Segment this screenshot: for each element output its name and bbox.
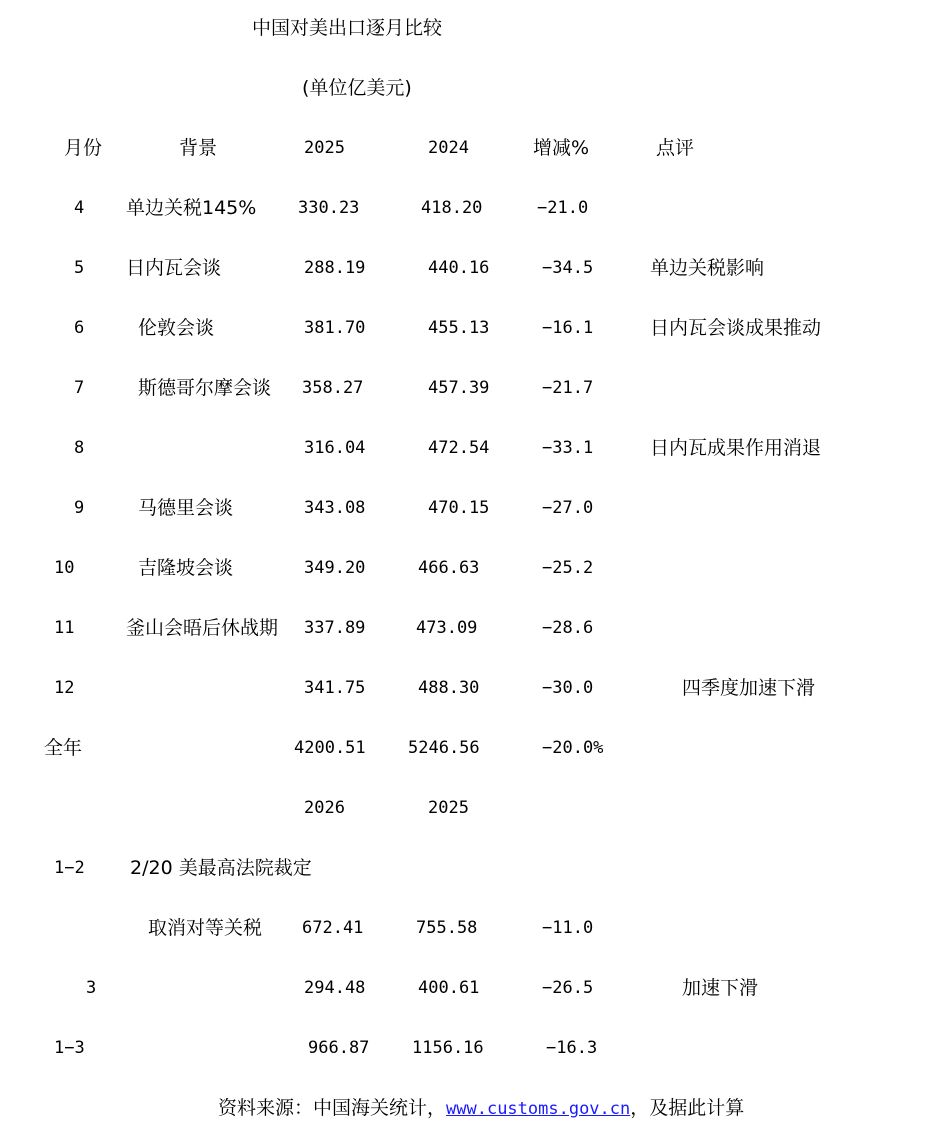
cell-2024: 470.15 [428, 498, 490, 518]
cell-month: 1−3 [54, 1038, 85, 1058]
cell-month: 11 [54, 618, 75, 638]
header-2025-b: 2025 [428, 798, 469, 818]
cell-2026: 294.48 [304, 978, 366, 998]
cell-month: 1−2 [54, 858, 85, 878]
cell-2024: 418.20 [421, 198, 483, 218]
unit-note: (单位亿美元) [302, 77, 412, 99]
cell-2024: 455.13 [428, 318, 490, 338]
cell-2025: 381.70 [304, 318, 366, 338]
cell-change: −26.5 [542, 978, 594, 998]
cell-comment: 日内瓦成果作用消退 [650, 437, 822, 459]
cell-2025: 358.27 [302, 378, 364, 398]
cell-change: −16.1 [542, 318, 594, 338]
cell-2025: 330.23 [298, 198, 360, 218]
header-background: 背景 [179, 137, 218, 159]
source-suffix: ，及据此计算 [630, 1097, 745, 1119]
header-comment: 点评 [656, 137, 695, 159]
cell-2025: 316.04 [304, 438, 366, 458]
cell-change: −33.1 [542, 438, 594, 458]
cell-month: 9 [74, 498, 85, 518]
cell-2026: 966.87 [308, 1038, 370, 1058]
cell-month: 7 [74, 378, 85, 398]
document-title: 中国对美出口逐月比较 [252, 17, 443, 39]
cell-change: −21.0 [537, 198, 589, 218]
cell-2025: 1156.16 [412, 1038, 484, 1058]
cell-comment: 四季度加速下滑 [682, 677, 816, 699]
cell-background: 日内瓦会谈 [126, 257, 222, 279]
cell-background: 2/20 美最高法院裁定 [130, 857, 312, 879]
cell-comment: 单边关税影响 [650, 257, 765, 279]
cell-2025: 400.61 [418, 978, 480, 998]
header-2025: 2025 [304, 138, 345, 158]
cell-comment: 加速下滑 [682, 977, 759, 999]
cell-background: 斯德哥尔摩会谈 [138, 377, 272, 399]
cell-month: 12 [54, 678, 75, 698]
cell-background: 单边关税145% [126, 197, 257, 219]
cell-change: −27.0 [542, 498, 594, 518]
cell-2024: 440.16 [428, 258, 490, 278]
cell-change: −25.2 [542, 558, 594, 578]
cell-background: 取消对等关税 [148, 917, 263, 939]
header-2026: 2026 [304, 798, 345, 818]
cell-month: 5 [74, 258, 85, 278]
source-prefix: 资料来源：中国海关统计， [218, 1097, 447, 1119]
cell-month: 3 [86, 978, 97, 998]
cell-month: 10 [54, 558, 75, 578]
cell-2025: 288.19 [304, 258, 366, 278]
source-note [218, 1096, 744, 1121]
cell-month: 4 [74, 198, 85, 218]
cell-change: −30.0 [542, 678, 594, 698]
cell-2024: 488.30 [418, 678, 480, 698]
cell-2024: 457.39 [428, 378, 490, 398]
cell-background: 伦敦会谈 [138, 317, 215, 339]
cell-2024: 473.09 [416, 618, 478, 638]
total-label: 全年 [44, 737, 83, 759]
cell-month: 8 [74, 438, 85, 458]
customs-link[interactable]: www.customs.gov.cn [446, 1099, 631, 1119]
total-change: −20.0% [542, 738, 604, 758]
total-2025: 4200.51 [294, 738, 366, 758]
cell-change: −34.5 [542, 258, 594, 278]
cell-background: 马德里会谈 [138, 497, 234, 519]
cell-background: 吉隆坡会谈 [138, 557, 234, 579]
cell-2025: 343.08 [304, 498, 366, 518]
cell-change: −11.0 [542, 918, 594, 938]
header-2024: 2024 [428, 138, 469, 158]
cell-comment: 日内瓦会谈成果推动 [650, 317, 822, 339]
cell-2026: 672.41 [302, 918, 364, 938]
cell-2025: 755.58 [416, 918, 478, 938]
total-2024: 5246.56 [408, 738, 480, 758]
cell-month: 6 [74, 318, 85, 338]
cell-2024: 472.54 [428, 438, 490, 458]
cell-change: −16.3 [546, 1038, 598, 1058]
cell-2025: 337.89 [304, 618, 366, 638]
cell-background: 釜山会晤后休战期 [126, 617, 279, 639]
cell-change: −21.7 [542, 378, 594, 398]
cell-2024: 466.63 [418, 558, 480, 578]
header-month: 月份 [64, 137, 103, 159]
cell-2025: 341.75 [304, 678, 366, 698]
cell-change: −28.6 [542, 618, 594, 638]
cell-2025: 349.20 [304, 558, 366, 578]
header-change: 增减% [533, 137, 590, 159]
